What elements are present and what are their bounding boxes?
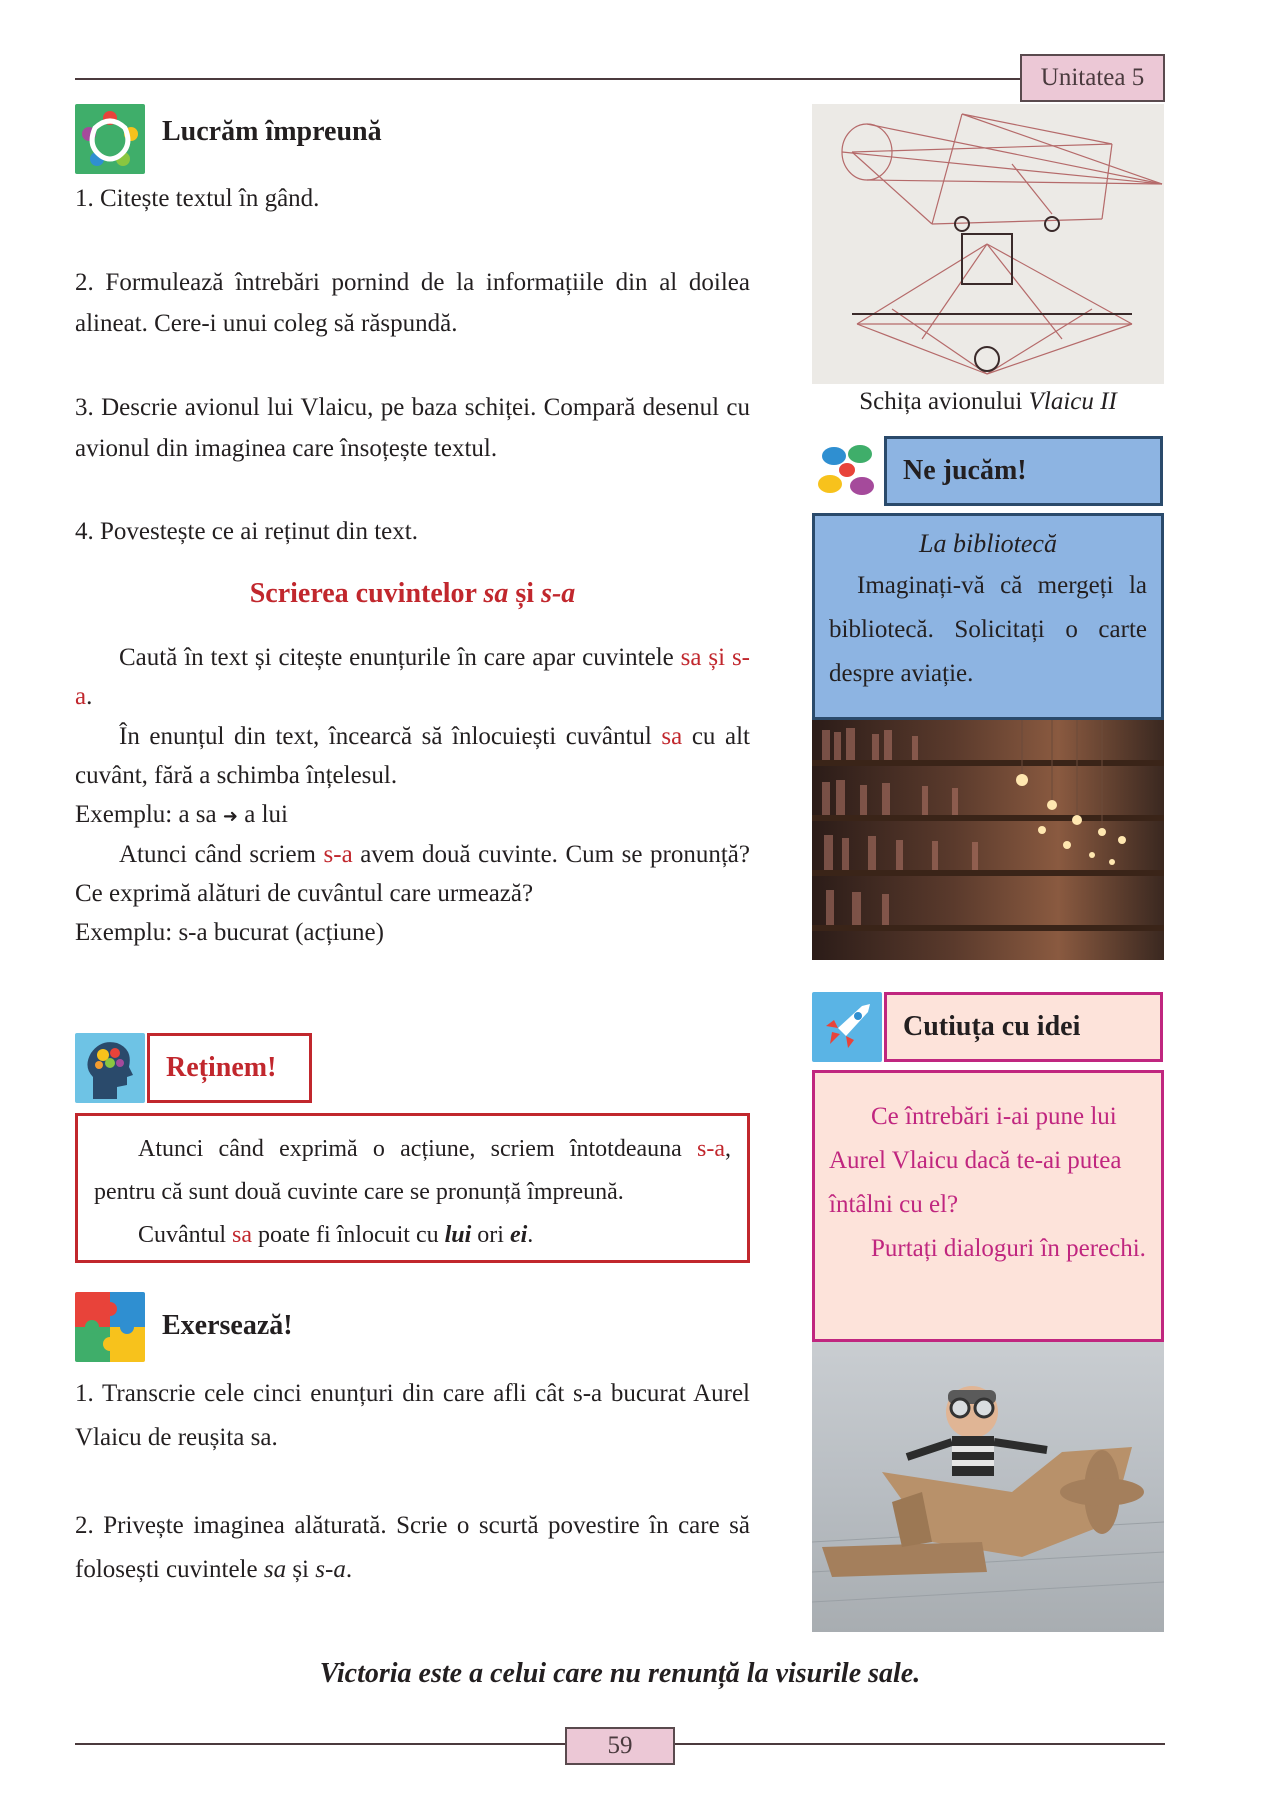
lucram-item-4: 4. Povestește ce ai reținut din text. [75, 518, 418, 545]
cutiuta-header [884, 992, 1163, 1062]
lucram-item-1: 1. Citește textul în gând. [75, 185, 320, 212]
cutiuta-p2: Purtați dialoguri în perechi. [871, 1235, 1146, 1262]
p3-text: Atunci când scriem [119, 841, 324, 868]
example-2: Exemplu: s-a bucurat (acțiune) [75, 919, 384, 946]
retinem-line-1 [94, 1128, 731, 1214]
teamwork-icon [75, 104, 145, 174]
p2-text: În enunțul din text, încearcă să înlocuiești cuvântul [119, 723, 662, 750]
unit-tab-label: Unitatea 5 [1040, 64, 1145, 91]
hands-icon [812, 436, 882, 506]
cutiuta-box [812, 1070, 1164, 1342]
exerseaza-title: Exersează! [162, 1310, 293, 1341]
airplane-sketch-image [812, 104, 1164, 384]
scrierea-title [75, 578, 750, 610]
sketch-caption-name: Vlaicu II [1028, 388, 1117, 415]
retinem-l2-sa: sa [232, 1222, 252, 1248]
p1-sa: sa [680, 644, 702, 671]
ne-jucam-header [884, 436, 1163, 506]
example-1 [75, 795, 750, 836]
item2-text: 2. Privește imaginea alăturată. Scrie o scurtă povestire în care să folosești cuvintele [75, 1512, 750, 1583]
unit-tab [1020, 54, 1165, 102]
item2-end: . [345, 1556, 353, 1583]
sketch-caption-prefix: Schița avionului [859, 388, 1029, 415]
item2-sa: sa [263, 1556, 287, 1583]
retinem-l2-mid: poate fi înlocuit cu [252, 1222, 445, 1248]
library-photo [812, 720, 1164, 960]
p3-s-a: s-a [323, 841, 353, 868]
scrierea-paragraph-3 [75, 835, 750, 913]
kid-cardboard-plane-photo [812, 1342, 1164, 1632]
example-1-right: a lui [244, 801, 288, 828]
example-1-left: Exemplu: a sa [75, 801, 217, 828]
scrierea-paragraph-2 [75, 717, 750, 795]
sketch-caption [812, 388, 1164, 416]
p1-end: . [86, 683, 93, 710]
exerseaza-item-2 [75, 1504, 750, 1592]
retinem-l2-end: . [527, 1222, 534, 1248]
scrierea-title-prefix: Scrierea cuvintelor [249, 578, 484, 609]
puzzle-icon [75, 1292, 145, 1362]
exerseaza-item-1: 1. Transcrie cele cinci enunțuri din care afli cât s-a bucurat Aurel Vlaicu de reușita sa. [75, 1380, 750, 1451]
retinem-title: Reținem! [166, 1052, 277, 1083]
lucram-item-2: 2. Formulează întrebări pornind de la informațiile din al doilea alineat. Cere-i unui coleg să răspundă. [75, 269, 750, 337]
scrierea-paragraph-1 [75, 638, 750, 716]
scrierea-title-sa: sa [483, 578, 509, 609]
retinem-box [75, 1113, 750, 1263]
p1-si: și [701, 644, 732, 671]
retinem-l2-text: Cuvântul [138, 1222, 232, 1248]
retinem-l1-s-a: s-a [697, 1136, 725, 1162]
cutiuta-p1: Ce întrebări i-ai pune lui Aurel Vlaicu dacă te-ai putea întâlni cu el? [829, 1103, 1122, 1218]
retinem-line-2 [94, 1214, 731, 1257]
retinem-header [147, 1033, 312, 1103]
ne-jucam-title: Ne jucăm! [903, 455, 1027, 486]
p3-end: avem două cuvinte. Cum se pronunță? Ce exprimă alături de cuvântul care urmează? [75, 841, 751, 907]
retinem-l2-ei: ei [509, 1222, 528, 1248]
p1-text: Caută în text și citește enunțurile în care apar cuvintele [119, 644, 681, 671]
lucram-title: Lucrăm împreună [162, 116, 382, 147]
page-number: 59 [607, 1732, 633, 1759]
brain-icon [75, 1033, 145, 1103]
item2-s-a: s-a [315, 1556, 346, 1583]
page-number-tab [565, 1727, 675, 1765]
bottom-rule-right [675, 1743, 1165, 1745]
scrierea-title-s-a: s-a [541, 578, 576, 609]
rocket-icon [812, 992, 882, 1062]
lucram-item-3: 3. Descrie avionul lui Vlaicu, pe baza schiței. Compară desenul cu avionul din imaginea care însoțește textul. [75, 394, 750, 462]
ne-jucam-text: Imaginați-vă că mergeți la bibliotecă. Solicitați o carte despre aviație. [829, 572, 1147, 687]
retinem-l2-ori: ori [471, 1222, 510, 1248]
top-rule [75, 78, 1020, 80]
scrierea-title-si: și [508, 578, 542, 609]
motto: Victoria este a celui care nu renunță la visurile sale. [319, 1658, 921, 1689]
retinem-l1-end: , pentru că sunt două cuvinte care se pronunță împreună. [94, 1136, 731, 1205]
retinem-l1-text: Atunci când exprimă o acțiune, scriem întotdeauna [138, 1136, 698, 1162]
ne-jucam-subtitle: La bibliotecă [919, 529, 1057, 558]
cutiuta-title: Cutiuța cu idei [903, 1011, 1081, 1042]
bottom-rule-left [75, 1743, 565, 1745]
p2-sa: sa [661, 723, 683, 750]
retinem-l2-lui: lui [444, 1222, 472, 1248]
p2-end: cu alt cuvânt, fără a schimba înțelesul. [75, 723, 750, 789]
arrow-right-icon: ➜ [222, 806, 238, 827]
item2-si: și [286, 1556, 316, 1583]
p1-s-a: s-a [75, 644, 750, 710]
ne-jucam-box [812, 513, 1164, 720]
